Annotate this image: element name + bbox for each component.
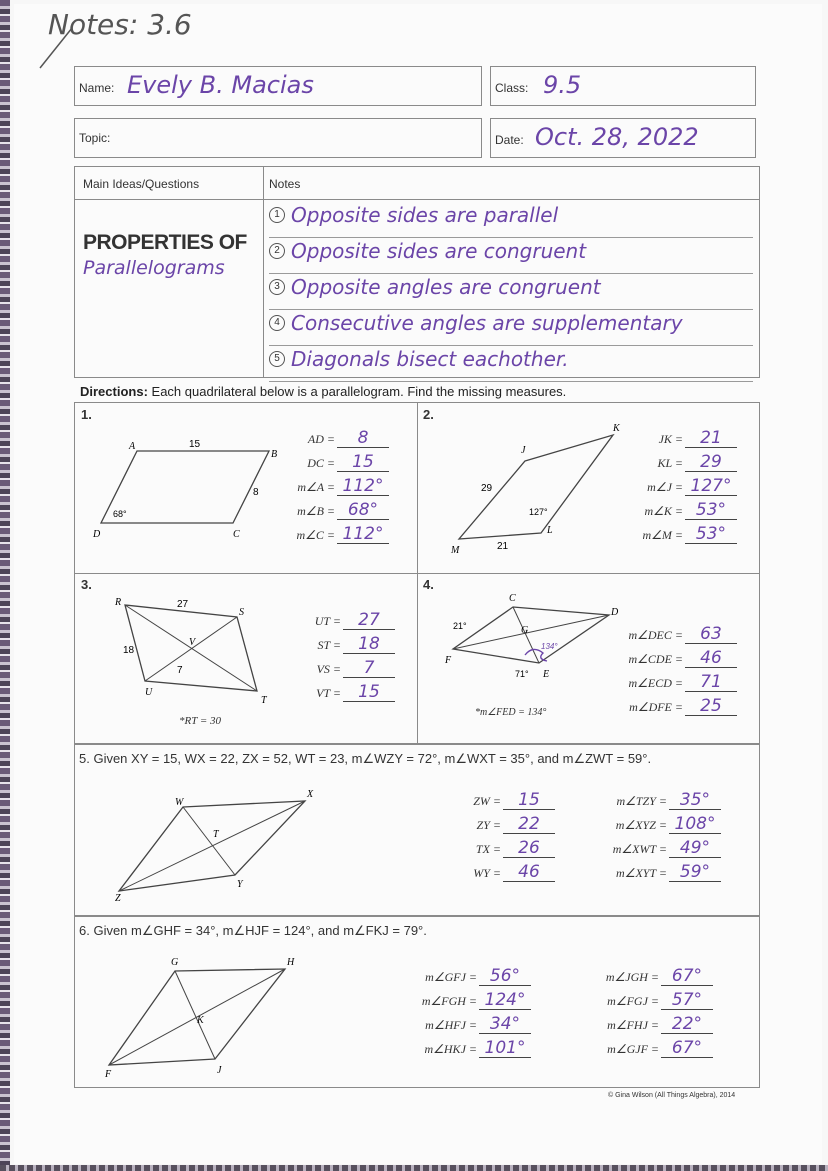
- p1-label-c: C: [233, 529, 240, 540]
- answer-row: [415, 1039, 531, 1058]
- p6-label-g: G: [171, 957, 179, 968]
- p3-label-r: R: [115, 597, 122, 608]
- p6-figure: [105, 957, 295, 1082]
- answer-row: [415, 991, 531, 1010]
- answer-question: m∠DEC =: [628, 628, 683, 642]
- answer-field[interactable]: 112°: [337, 525, 389, 544]
- answer-question: KL =: [657, 456, 683, 470]
- answer-field[interactable]: 34°: [479, 1015, 531, 1034]
- answer-row: [619, 649, 737, 668]
- answer-field[interactable]: 127°: [685, 477, 737, 496]
- answer-question: m∠FGH =: [421, 994, 477, 1008]
- answer-row: [605, 815, 721, 834]
- answer-row: [467, 863, 555, 882]
- answer-field[interactable]: 56°: [479, 967, 531, 986]
- note-text: Opposite angles are congruent: [291, 275, 601, 299]
- note-number: 5: [269, 351, 285, 367]
- p2-figure: [445, 425, 625, 560]
- answer-row: [467, 791, 555, 810]
- answer-row: [605, 839, 721, 858]
- answer-question: m∠HKJ =: [424, 1042, 477, 1056]
- answer-field[interactable]: 18: [343, 635, 395, 654]
- p3-label-u: U: [145, 687, 153, 698]
- answer-question: DC =: [307, 456, 335, 470]
- answer-field[interactable]: 22°: [661, 1015, 713, 1034]
- answer-question: m∠C =: [296, 528, 335, 542]
- notes-table: [74, 166, 760, 378]
- notes-header: Notes: [269, 177, 301, 191]
- p3-note: *RT = 30: [179, 715, 222, 727]
- p1-side-ab: 15: [189, 439, 201, 450]
- answer-question: UT =: [314, 614, 341, 628]
- note-text: Diagonals bisect eachother.: [291, 347, 569, 371]
- answer-question: JK =: [658, 432, 683, 446]
- answer-field[interactable]: 63: [685, 625, 737, 644]
- answer-field[interactable]: 15: [337, 453, 389, 472]
- p5-label-z: Z: [115, 893, 121, 904]
- p4-note: *m∠FED = 134°: [475, 707, 547, 718]
- p4-parallelogram: [453, 607, 609, 663]
- directions: [80, 384, 566, 399]
- answer-question: m∠XWT =: [612, 842, 667, 856]
- answer-field[interactable]: 71: [685, 673, 737, 692]
- answer-question: ZW =: [473, 794, 501, 808]
- answer-question: m∠B =: [297, 504, 335, 518]
- class-label: Class:: [495, 81, 529, 95]
- answer-row: [311, 659, 395, 678]
- p5-diagonal-wy: [183, 807, 235, 875]
- answer-field[interactable]: 59°: [669, 863, 721, 882]
- bottom-edge: [0, 1165, 828, 1171]
- p2-label-k: K: [613, 423, 620, 434]
- answer-field[interactable]: 49°: [669, 839, 721, 858]
- problems-grid: [74, 402, 760, 744]
- p3-label-s: S: [239, 607, 244, 618]
- notes-line: [269, 239, 753, 274]
- answer-field[interactable]: 108°: [669, 815, 721, 834]
- answer-row: [289, 429, 389, 448]
- p6-label-k: K: [197, 1015, 204, 1026]
- p2-label-j: J: [521, 445, 526, 456]
- answer-field[interactable]: 15: [503, 791, 555, 810]
- p4-label-e: E: [543, 669, 550, 680]
- answer-field[interactable]: 112°: [337, 477, 389, 496]
- answer-field[interactable]: 67°: [661, 1039, 713, 1058]
- p3-segment-uv: 7: [177, 665, 183, 676]
- p6-box: [74, 916, 760, 1088]
- answer-row: [415, 1015, 531, 1034]
- p3-side-rs: 27: [177, 599, 189, 610]
- answer-row: [467, 839, 555, 858]
- answer-field[interactable]: 35°: [669, 791, 721, 810]
- main-ideas-header: Main Ideas/Questions: [83, 177, 200, 191]
- p3-label-t: T: [261, 695, 267, 706]
- p4-number: 4.: [423, 577, 434, 592]
- answer-row: [597, 1039, 713, 1058]
- answer-question: m∠HFJ =: [425, 1018, 477, 1032]
- p1-figure: [93, 433, 283, 548]
- p4-label-g: G: [521, 625, 529, 636]
- p5-label-y: Y: [237, 879, 243, 890]
- p4-angle-21: 21°: [453, 621, 467, 631]
- answer-field[interactable]: 46: [685, 649, 737, 668]
- notes-line: [269, 347, 753, 382]
- answer-field[interactable]: 68°: [337, 501, 389, 520]
- p4-label-c: C: [509, 593, 516, 604]
- p2-side-jm: 29: [481, 483, 493, 494]
- date-box[interactable]: [490, 118, 756, 158]
- answer-row: [289, 453, 389, 472]
- answer-field[interactable]: 53°: [685, 525, 737, 544]
- p2-label-l: L: [547, 525, 553, 536]
- p4-angle-71: 71°: [515, 669, 529, 679]
- p2-side-ml: 21: [497, 541, 509, 552]
- answer-row: [311, 635, 395, 654]
- answer-question: m∠FHJ =: [607, 1018, 659, 1032]
- answer-question: ZY =: [476, 818, 501, 832]
- answer-question: m∠A =: [297, 480, 335, 494]
- answer-field[interactable]: 25: [685, 697, 737, 716]
- notes-line: [269, 311, 753, 346]
- notes-lines: [263, 199, 759, 377]
- note-text: Consecutive angles are supplementary: [291, 311, 683, 335]
- directions-label: Directions:: [80, 384, 148, 399]
- answer-field[interactable]: 7: [343, 659, 395, 678]
- p5-diagonal-zx: [119, 801, 305, 891]
- answer-row: [467, 815, 555, 834]
- notes-line: [269, 203, 753, 238]
- answer-field[interactable]: 46: [503, 863, 555, 882]
- answer-field[interactable]: 29: [685, 453, 737, 472]
- answer-row: [605, 791, 721, 810]
- p3-side-ru: 18: [123, 645, 135, 656]
- p5-figure: [115, 789, 315, 908]
- answer-field[interactable]: 67°: [661, 967, 713, 986]
- answer-field[interactable]: 21: [685, 429, 737, 448]
- answer-row: [311, 611, 395, 630]
- answer-question: m∠JGH =: [605, 970, 659, 984]
- p6-label-f: F: [105, 1069, 112, 1080]
- note-number: 3: [269, 279, 285, 295]
- answer-field[interactable]: 15: [343, 683, 395, 702]
- answer-field[interactable]: 124°: [479, 991, 531, 1010]
- p3-number: 3.: [81, 577, 92, 592]
- worksheet-page: [14, 4, 822, 1164]
- answer-row: [311, 683, 395, 702]
- answer-question: m∠J =: [647, 480, 683, 494]
- answer-question: m∠GJF =: [607, 1042, 659, 1056]
- p3-figure: [105, 599, 305, 724]
- answer-field[interactable]: 57°: [661, 991, 713, 1010]
- answer-row: [289, 525, 389, 544]
- answer-question: m∠GFJ =: [425, 970, 477, 984]
- answer-question: VT =: [316, 686, 341, 700]
- answer-question: m∠CDE =: [628, 652, 683, 666]
- answer-question: m∠XYZ =: [615, 818, 667, 832]
- note-text: Opposite sides are congruent: [291, 239, 587, 263]
- answer-row: [415, 967, 531, 986]
- p1-label-b: B: [271, 449, 278, 460]
- answer-row: [597, 1015, 713, 1034]
- note-number: 4: [269, 315, 285, 331]
- class-value: 9.5: [543, 71, 582, 99]
- answer-question: TX =: [475, 842, 501, 856]
- header-note: Notes: 3.6: [48, 8, 192, 41]
- p5-box: [74, 744, 760, 916]
- p2-angle-l: 127°: [529, 507, 548, 517]
- p2-number: 2.: [423, 407, 434, 422]
- answer-question: VS =: [316, 662, 341, 676]
- p3-label-v: V: [189, 637, 196, 648]
- answer-row: [619, 673, 737, 692]
- grid-horizontal-divider: [75, 573, 759, 574]
- p1-number: 1.: [81, 407, 92, 422]
- notes-line: [269, 275, 753, 310]
- p1-label-d: D: [93, 529, 101, 540]
- answer-question: ST =: [317, 638, 341, 652]
- answer-question: m∠DFE =: [629, 700, 683, 714]
- answer-row: [289, 477, 389, 496]
- answer-field[interactable]: 27: [343, 611, 395, 630]
- answer-question: m∠K =: [644, 504, 683, 518]
- p4-label-f: F: [445, 655, 452, 666]
- date-label: Date:: [495, 133, 524, 147]
- topic-label: Topic:: [79, 131, 111, 145]
- answer-row: [619, 697, 737, 716]
- answer-row: [619, 625, 737, 644]
- p2-label-m: M: [451, 545, 460, 556]
- answer-question: m∠M =: [642, 528, 683, 542]
- title-parallelograms: Parallelograms: [83, 257, 225, 279]
- topic-box[interactable]: [74, 118, 482, 158]
- class-box[interactable]: [490, 66, 756, 106]
- answer-row: [635, 501, 737, 520]
- answer-field[interactable]: 8: [337, 429, 389, 448]
- answer-question: m∠ECD =: [628, 676, 683, 690]
- title-properties-of: PROPERTIES OF: [83, 231, 247, 254]
- answer-question: AD =: [307, 432, 335, 446]
- binder-edge: [0, 0, 10, 1171]
- name-value: Evely B. Macias: [127, 71, 314, 99]
- p6-label-h: H: [287, 957, 295, 968]
- answer-field[interactable]: 22: [503, 815, 555, 834]
- p4-scribble-value: 134°: [541, 642, 558, 651]
- answer-question: WY =: [473, 866, 501, 880]
- answer-question: m∠XYT =: [616, 866, 667, 880]
- p5-prompt: 5. Given XY = 15, WX = 22, ZX = 52, WT = 23, m∠WZY = 72°, m∠WXT = 35°, and m∠ZWT = 59°.: [79, 751, 652, 766]
- p4-label-d: D: [611, 607, 619, 618]
- answer-row: [635, 477, 737, 496]
- directions-text: Each quadrilateral below is a parallelogram. Find the missing measures.: [151, 384, 567, 399]
- answer-field[interactable]: 53°: [685, 501, 737, 520]
- answer-row: [605, 863, 721, 882]
- p6-prompt: 6. Given m∠GHF = 34°, m∠HJF = 124°, and m∠FKJ = 79°.: [79, 923, 427, 938]
- p4-figure: [445, 593, 625, 698]
- p6-diagonal-gj: [175, 971, 215, 1059]
- answer-row: [635, 525, 737, 544]
- copyright: © Gina Wilson (All Things Algebra), 2014: [608, 1092, 736, 1099]
- answer-field[interactable]: 101°: [479, 1039, 531, 1058]
- p5-label-w: W: [175, 797, 184, 808]
- p6-label-j: J: [217, 1065, 222, 1076]
- note-number: 1: [269, 207, 285, 223]
- note-text: Opposite sides are parallel: [291, 203, 559, 227]
- answer-row: [289, 501, 389, 520]
- note-number: 2: [269, 243, 285, 259]
- name-box[interactable]: [74, 66, 482, 106]
- answer-field[interactable]: 26: [503, 839, 555, 858]
- answer-row: [597, 991, 713, 1010]
- answer-question: m∠FGJ =: [607, 994, 659, 1008]
- p5-label-t: T: [213, 829, 219, 840]
- p5-label-x: X: [307, 789, 314, 800]
- answer-row: [635, 453, 737, 472]
- p1-label-a: A: [129, 441, 136, 452]
- header-slash-mark: [36, 24, 76, 70]
- answer-question: m∠TZY =: [616, 794, 667, 808]
- p1-angle-d: 68°: [113, 509, 127, 519]
- answer-row: [635, 429, 737, 448]
- date-value: Oct. 28, 2022: [535, 123, 699, 151]
- answer-row: [597, 967, 713, 986]
- name-label: Name:: [79, 81, 115, 95]
- p1-side-bc: 8: [253, 487, 259, 498]
